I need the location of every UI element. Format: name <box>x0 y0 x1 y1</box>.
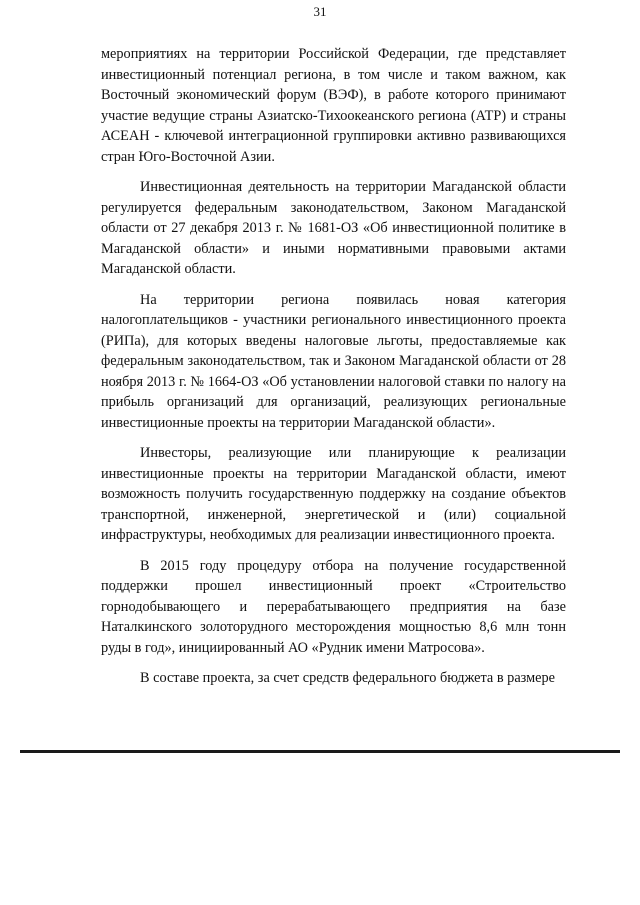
document-body <box>101 44 566 689</box>
paragraph-investment-activity: Инвестиционная деятельность на территории Магаданской области регулируется федеральным законодательством, Законом Магаданской области от 27 декабря 2013 г. № 1681-ОЗ «Об инвестиционной политике в Магаданской области» и иными нормативными правовыми актами Магаданской области. <box>101 179 566 277</box>
bottom-rule <box>20 750 620 753</box>
paragraph-taxpayer-category: На территории региона появилась новая категория налогоплательщиков - участники регионального инвестиционного проекта (РИПа), для которых введены налоговые льготы, предоставляемые как федеральным законодательством, так и Законом Магаданской области от 28 ноября 2013 г. № 1664-ОЗ «Об установлении налоговой ставки по налогу на прибыль организаций для организаций, реализующих региональные инвестиционные проекты на территории Магаданской области». <box>101 291 566 431</box>
paragraph-investors-support: Инвесторы, реализующие или планирующие к реализации инвестиционные проекты на территории Магаданской области, имеют возможность получить государственную поддержку на создание объектов транспортной, инженерной, энергетической и (или) социальной инфраструктуры, необходимых для реализации инвестиционного проекта. <box>101 445 566 543</box>
paragraph-gap <box>101 433 566 443</box>
paragraph-gap <box>101 658 566 668</box>
page-number: 31 <box>313 4 327 19</box>
paragraph-gap <box>101 167 566 177</box>
paragraph-gap <box>101 546 566 556</box>
paragraph-continuation: мероприятиях на территории Российской Федерации, где представляет инвестиционный потенциал региона, в том числе и таком важном, как Восточный экономический форум (ВЭФ), в работе которого принимают участие ведущие страны Азиатско-Тихоокеанского региона (АТР) и страны АСЕАН - ключевой интеграционной группировки активно развивающихся стран Юго-Восточной Азии. <box>101 46 566 165</box>
paragraph-gap <box>101 280 566 290</box>
paragraph-2015-selection: В 2015 году процедуру отбора на получение государственной поддержки прошел инвестиционный проект «Строительство горнодобывающего и перерабатывающего предприятия на базе Наталкинского золоторудного месторождения мощностью 8,6 млн тонн руды в год», инициированный АО «Рудник имени Матросова». <box>101 557 566 656</box>
paragraph-project-composition: В составе проекта, за счет средств федерального бюджета в размере <box>140 670 556 686</box>
